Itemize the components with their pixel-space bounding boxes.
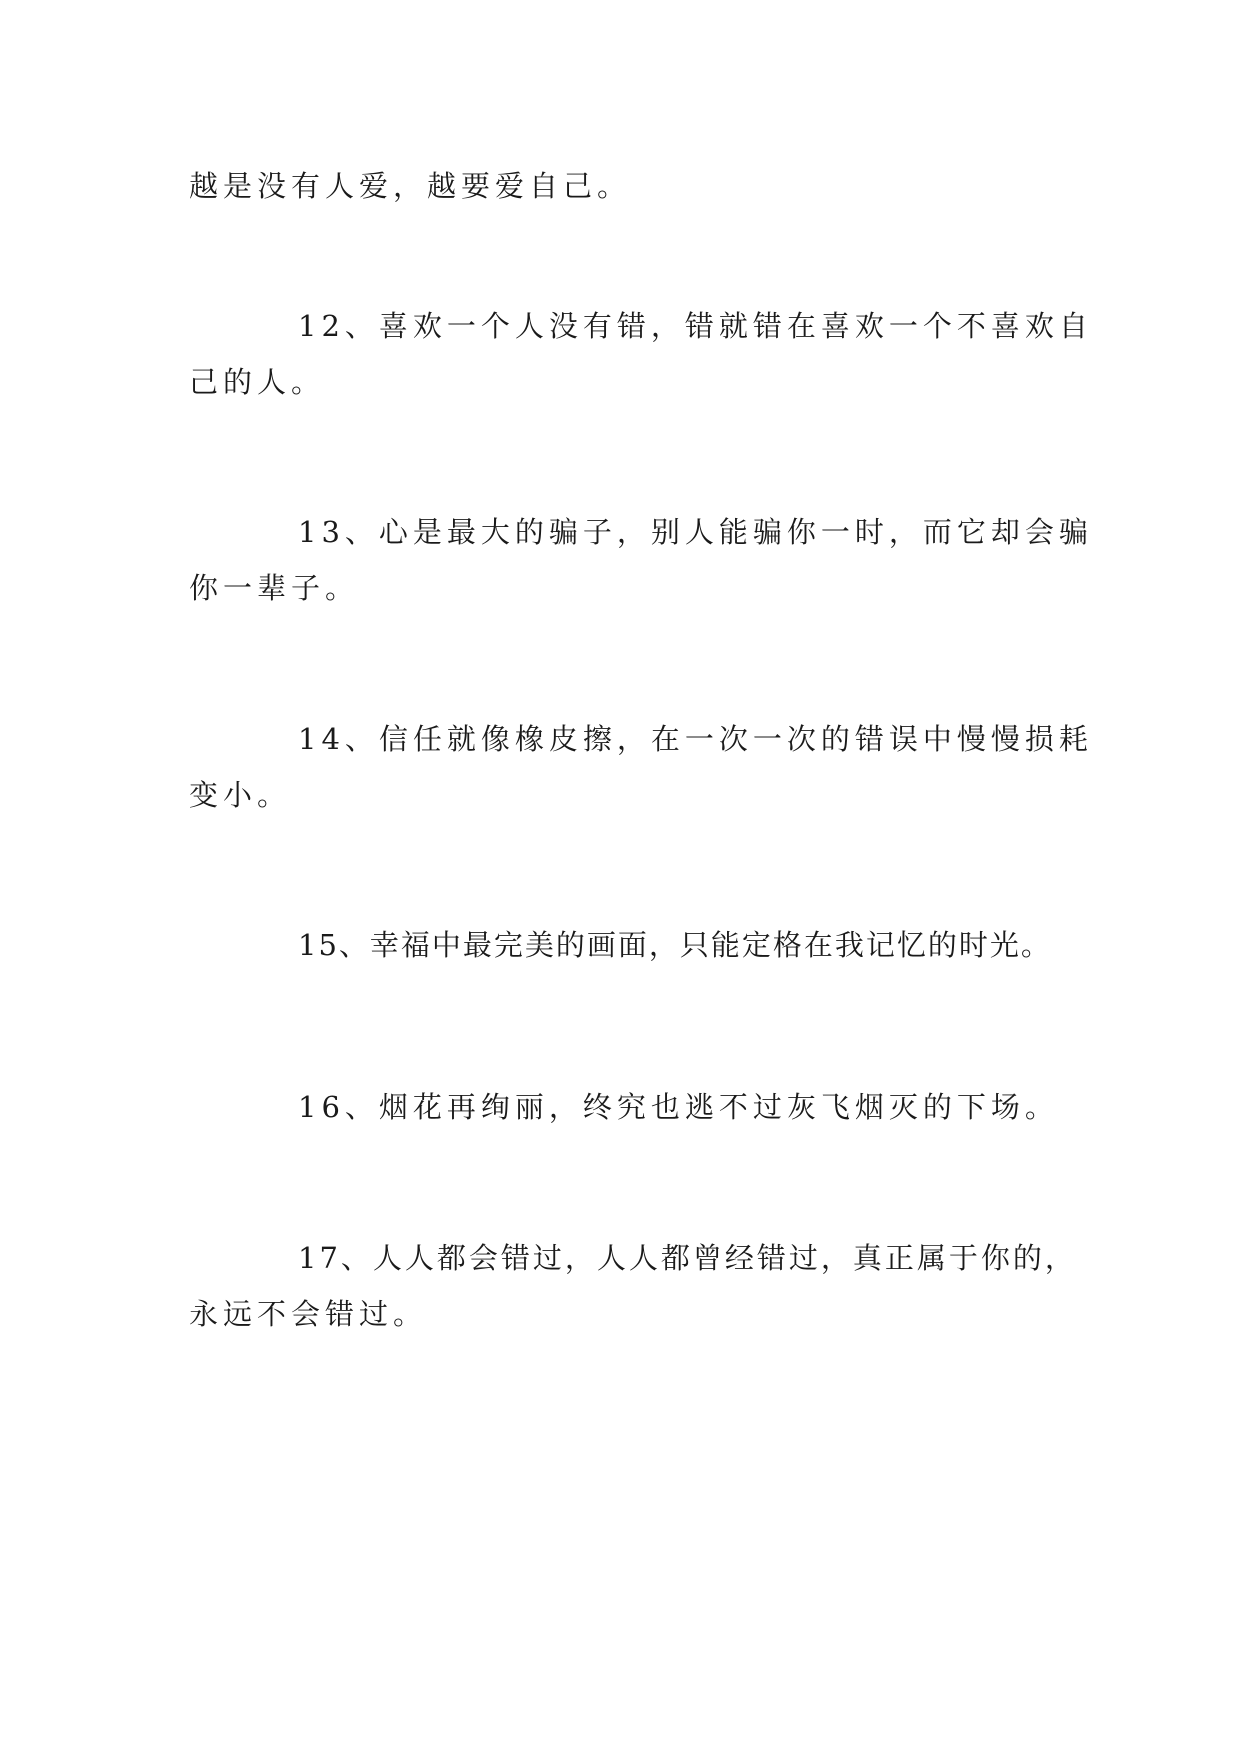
paragraph-line: 己的人。 [189, 365, 326, 399]
paragraph-line: 17、人人都会错过，人人都曾经错过，真正属于你的， [298, 1241, 1077, 1275]
paragraph-line: 12、喜欢一个人没有错，错就错在喜欢一个不喜欢自 [298, 309, 1093, 343]
paragraph-line: 你一辈子。 [189, 571, 360, 605]
paragraph-line: 永远不会错过。 [189, 1297, 428, 1331]
paragraph-line: 16、烟花再绚丽，终究也逃不过灰飞烟灭的下场。 [298, 1090, 1059, 1124]
paragraph-line: 变小。 [189, 778, 292, 812]
paragraph-line: 14、信任就像橡皮擦，在一次一次的错误中慢慢损耗 [298, 722, 1093, 756]
paragraph-line: 13、心是最大的骗子，别人能骗你一时，而它却会骗 [298, 515, 1093, 549]
paragraph-line: 越是没有人爱，越要爱自己。 [189, 169, 632, 203]
paragraph-line: 15、幸福中最完美的画面，只能定格在我记忆的时光。 [298, 928, 1052, 962]
